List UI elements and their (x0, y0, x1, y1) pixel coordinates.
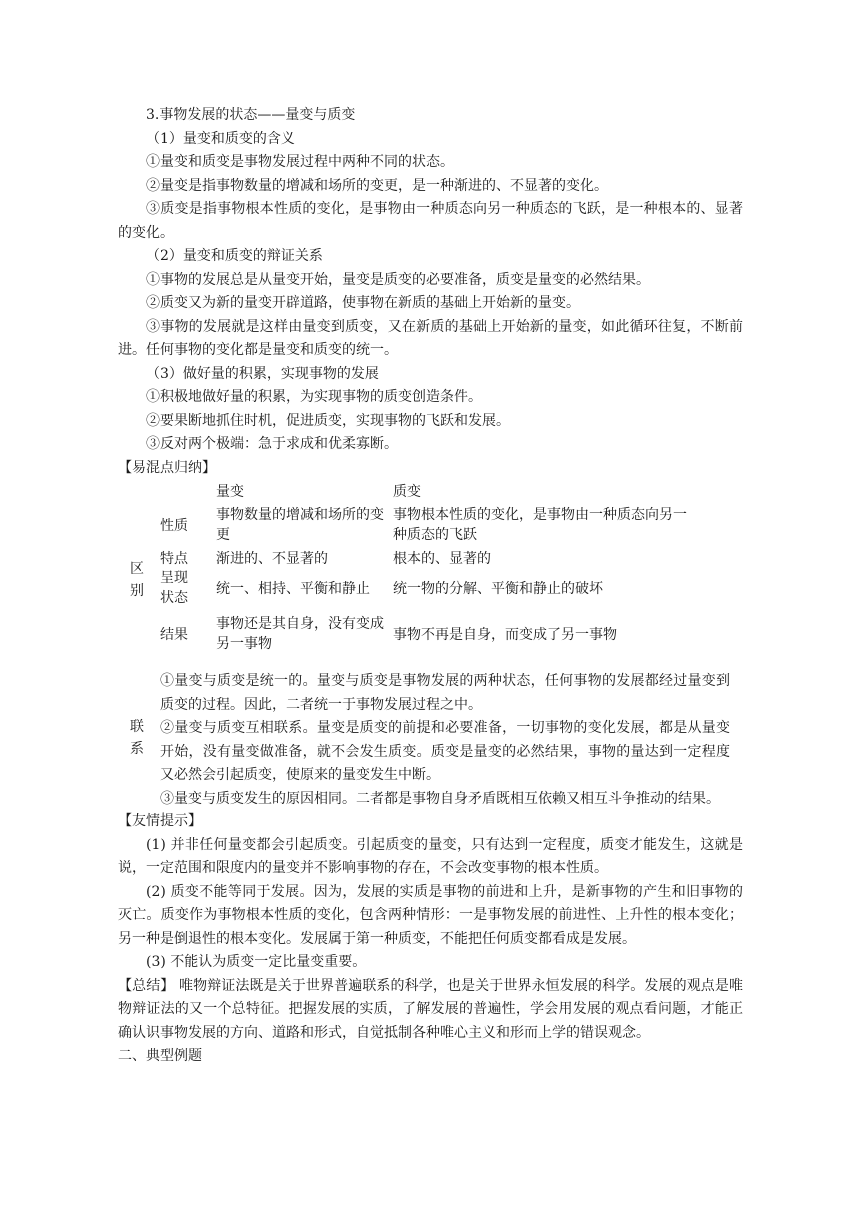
relation-item: ②量变与质变互相联系。量变是质变的前提和必要准备，一切事物的变化发展，都是从量变开始，没有量变做准备，就不会发生质变。质变是量变的必然结果，事物的量达到一定程度又必然会引起质变，使原来的量变发生中断。 (160, 720, 730, 783)
tip-item: (1) 并非任何量变都会引起质变。引起质变的量变，只有达到一定程度，质变才能发生，这就是说，一定范围和限度内的量变并不影响事物的存在，不会改变事物的根本性质。 (118, 836, 743, 876)
relation-item: ①量变与质变是统一的。量变与质变是事物发展的两种状态，任何事物的发展都经过量变到质变的过程。因此，二者统一于事物发展过程之中。 (160, 673, 730, 713)
cell-feature-quantitative: 渐进的、不显著的 (216, 551, 328, 567)
row-attr-state: 呈现状态 (160, 570, 188, 606)
list-item: ②质变又为新的量变开辟道路，使事物在新质的基础上开始新的量变。 (146, 295, 580, 311)
list-item: ①量变和质变是事物发展过程中两种不同的状态。 (146, 154, 454, 170)
cell-state-quantitative: 统一、相持、平衡和静止 (216, 581, 370, 597)
relation-list (160, 670, 730, 811)
list-item: ③事物的发展就是这样由量变到质变，又在新质的基础上开始新的量变，如此循环往复，不断前进。任何事物的变化都是量变和质变的统一。 (118, 318, 743, 358)
cell-result-quantitative: 事物还是其自身，没有变成另一事物 (216, 616, 384, 652)
confusion-label: 【易混点归纳】 (118, 459, 216, 476)
document-content (118, 104, 743, 1069)
subsection-heading: （2）量变和质变的辩证关系 (146, 248, 323, 264)
next-section-heading: 二、典型例题 (118, 1048, 202, 1064)
list-item: ③质变是指事物根本性质的变化，是事物由一种质态向另一种质态的飞跃，是一种根本的、显著的变化。 (118, 201, 743, 241)
summary-paragraph (118, 975, 743, 1046)
summary-text: 唯物辩证法既是关于世界普遍联系的科学，也是关于世界永恒发展的科学。发展的观点是唯物辩证法的又一个总特征。把握发展的实质，了解发展的普遍性，学会用发展的观点看问题，才能正确认识事物发展的方向、道路和形式，自觉抵制各种唯心主义和形而上学的错误观念。 (118, 977, 744, 1041)
list-item: ①积极地做好量的积累，为实现事物的质变创造条件。 (146, 389, 482, 405)
comparison-table (118, 480, 743, 670)
cell-nature-quantitative: 事物数量的增减和场所的变更 (216, 507, 384, 543)
tip-item: (3) 不能认为质变一定比量变重要。 (146, 954, 367, 970)
column-header-quantitative: 量变 (216, 484, 244, 500)
summary-label: 【总结】 (118, 977, 175, 994)
subsection-heading: （1）量变和质变的含义 (146, 130, 295, 147)
list-item: ①事物的发展总是从量变开始，量变是质变的必要准备，质变是量变的必然结果。 (146, 271, 650, 288)
list-item: ②量变是指事物数量的增减和场所的变更，是一种渐进的、不显著的变化。 (146, 177, 608, 194)
relation-section (118, 670, 743, 810)
list-item: ③反对两个极端：急于求成和优柔寡断。 (146, 436, 398, 452)
row-attr-result: 结果 (160, 627, 188, 643)
row-group-distinction: 区别 (130, 561, 144, 599)
subsection-heading: （3）做好量的积累，实现事物的发展 (146, 365, 379, 382)
relation-item: ③量变与质变发生的原因相同。二者都是事物自身矛盾既相互依赖又相互斗争推动的结果。 (160, 790, 720, 807)
row-group-relation: 联系 (130, 719, 144, 757)
tips-label: 【友情提示】 (118, 813, 202, 829)
cell-nature-qualitative: 事物根本性质的变化，是事物由一种质态向另一种质态的飞跃 (393, 507, 687, 543)
cell-state-qualitative: 统一物的分解、平衡和静止的破坏 (393, 581, 603, 597)
section-title: 3.事物发展的状态——量变与质变 (146, 107, 356, 123)
tip-item: (2) 质变不能等同于发展。因为，发展的实质是事物的前进和上升，是新事物的产生和旧事物的灭亡。质变作为事物根本性质的变化，包含两种情形：一是事物发展的前进性、上升性的根本变化；另一种是倒退性的根本变化。发展属于第一种质变，不能把任何质变都看成是发展。 (118, 883, 743, 947)
list-item: ②要果断地抓住时机，促进质变，实现事物的飞跃和发展。 (146, 412, 510, 429)
row-attr-nature: 性质 (160, 518, 188, 534)
cell-result-qualitative: 事物不再是自身，而变成了另一事物 (393, 627, 617, 643)
column-header-qualitative: 质变 (393, 484, 421, 500)
cell-feature-qualitative: 根本的、显著的 (393, 551, 491, 567)
row-attr-feature: 特点 (160, 551, 188, 567)
